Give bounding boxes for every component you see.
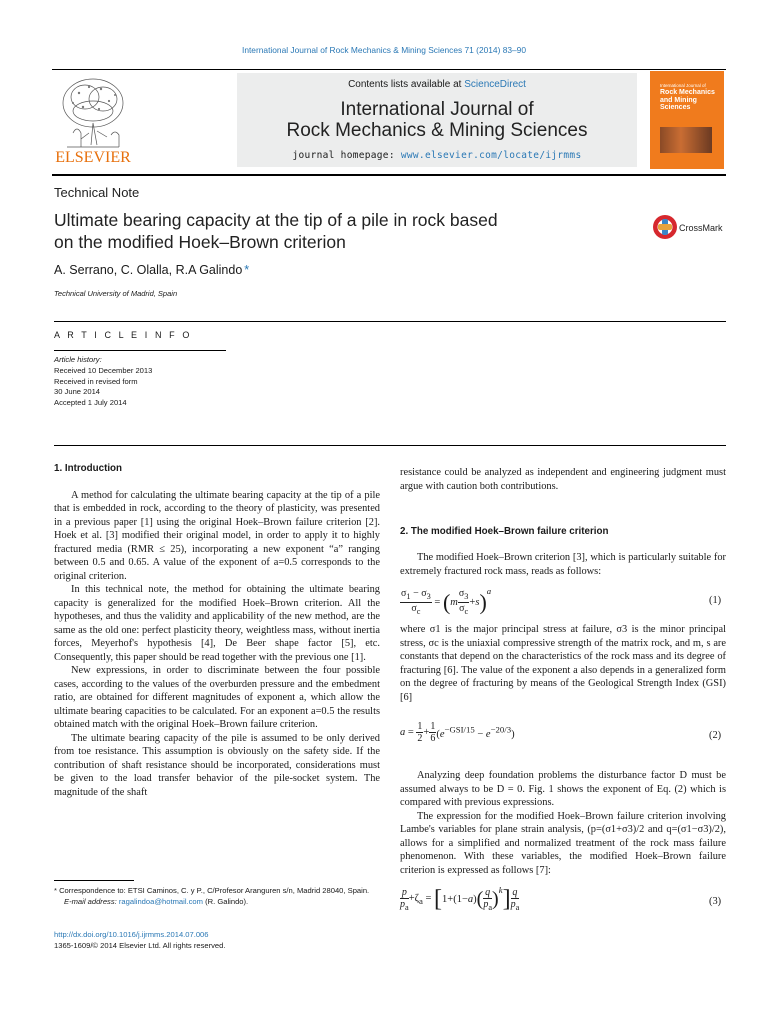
journal-homepage: journal homepage: www.elsevier.com/locate/ijrmms (292, 150, 582, 161)
affiliation: Technical University of Madrid, Spain (54, 289, 178, 298)
sec2-paragraph-2: where σ1 is the major principal stress at failure, σ3 is the minor principal stress, σc is the uniaxial compressive strength of the matrix rock, and m, s are constants that depend on the characteristics of the rock mass and its degree of fracturing [6]. The value of the exponent a also depends in a generalized form on the degree of fracturing by means of the Geological Strength Index (GSI) [6] (400, 624, 726, 703)
sec2-paragraph-1: The modified Hoek–Brown criterion [3], which is particularly suitable for extremely fractured rock mass, reads as follows: (400, 552, 726, 577)
history-line: Accepted 1 July 2014 (54, 398, 127, 408)
correspondence-footnote: * Correspondence to: ETSI Caminos, C. y P., C/Profesor Aranguren s/n, Madrid 28040, Spain. E-mail address: ragalindoa@hotmail.com (R. Galindo). (54, 886, 370, 906)
email-link[interactable]: ragalindoa@hotmail.com (118, 896, 203, 906)
sec2-paragraph-3: Analyzing deep foundation problems the disturbance factor D must be assumed always to be D = 0. Fig. 1 shows the exponent of Eq. (2) which is compared with previous expressions. (400, 770, 726, 808)
journal-masthead-box (237, 73, 637, 167)
doi-link[interactable]: http://dx.doi.org/10.1016/j.ijrmms.2014.07.006 (54, 930, 209, 939)
elsevier-tree-icon (53, 73, 133, 167)
footnote-rule (54, 880, 134, 881)
svg-text:ELSEVIER: ELSEVIER (55, 149, 131, 166)
cover-image (660, 127, 712, 153)
homepage-link[interactable]: www.elsevier.com/locate/ijrmms (400, 150, 582, 161)
equation-1-number: (1) (709, 595, 722, 606)
masthead-bottom-rule (52, 174, 726, 176)
intro-paragraph-3: New expressions, in order to discriminate between the four possible cases, according to the values of the overburden pressure and the embedment ratio, are obtained for different magnitudes of exponent a, which allow the ultimate bearing capacities to be calculated. For an exponent a=0.5 the results obtained match with the original Hoek–Brown failure criterion. (54, 665, 380, 730)
intro-paragraph-1: A method for calculating the ultimate bearing capacity at the tip of a pile that is embedded in rock, according to the theory of plasticity, was presented in a previous paper [1] using the original Hoek–Brown failure criterion [2]. Hoek et al. [3] modified their original model, in order to apply it to highly fractured media (RMR ≤ 25), incorporating a new exponent “a” ranging between 0.5 and 0.65. A value of the exponent of a=0.5 corresponds to the original criterion. (54, 489, 380, 582)
sciencedirect-link[interactable]: ScienceDirect (464, 79, 526, 90)
svg-text:CrossMark: CrossMark (679, 223, 723, 233)
cover-small-text: International Journal of (660, 83, 706, 88)
journal-reference[interactable]: International Journal of Rock Mechanics & Mining Sciences 71 (2014) 83–90 (242, 45, 526, 55)
section-heading-modified-hoek-brown: 2. The modified Hoek–Brown failure criterion (400, 526, 609, 537)
left-column (54, 462, 380, 799)
journal-cover[interactable] (650, 71, 724, 169)
cover-title: Rock Mechanics and Mining Sciences (660, 89, 715, 111)
article-history: Article history: Received 10 December 2013 Received in revised form 30 June 2014 Accepted 1 July 2014 (54, 355, 153, 408)
paper-title: Ultimate bearing capacity at the tip of a pile in rock based on the modified Hoek–Brown criterion (54, 210, 498, 252)
author-list: A. Serrano, C. Olalla, R.A Galindo * (54, 263, 250, 277)
elsevier-logo[interactable] (53, 73, 133, 167)
article-info-heading: A R T I C L E I N F O (54, 330, 192, 340)
equation-1: $\frac{\sigma_1 - \sigma_3}{\sigma_c}$ = (m $\frac{\sigma_3}{\sigma_c}$ +s)$^a$ (401, 586, 492, 616)
continued-paragraph: resistance could be analyzed as independent and engineering judgment must argue with caution both contributions. (400, 467, 726, 492)
equation-3: $\frac{p}{p_a}$ $+\zeta_a = [1+(1-a)$( $\frac{q}{p_a}$ )$^k$] $\frac{q}{p_a}$ (400, 885, 520, 912)
history-line: 30 June 2014 (54, 387, 101, 397)
article-type: Technical Note (54, 185, 140, 200)
equation-2: a = $\frac{1}{2}$ + $\frac{1}{6}$ $(e^{-GSI/15} - e^{-20/3})$ (400, 721, 515, 744)
sec2-paragraphs-3-4 (400, 769, 726, 877)
top-rule (52, 69, 726, 70)
body-top-rule (54, 445, 726, 446)
corresponding-author-mark[interactable]: * (244, 263, 250, 277)
article-info-rule (54, 350, 226, 351)
masthead (53, 73, 637, 167)
crossmark-icon (652, 213, 732, 241)
article-info-top-rule (54, 321, 726, 322)
equation-2-number: (2) (709, 730, 722, 741)
intro-paragraph-4: The ultimate bearing capacity of the pile is assumed to be only derived from toe resistance. This assumption is obviously on the safety side. If the contribution of shaft resistance should be incorporated, considerations must be given to the load transfer behavior of the pile-socket system. The magnitude of the shaft (54, 732, 380, 798)
journal-title: International Journal of Rock Mechanics & Mining Sciences (286, 99, 588, 141)
doi-block (54, 930, 226, 951)
section-heading-introduction: 1. Introduction (54, 463, 123, 474)
history-line: Received in revised form (54, 376, 138, 386)
copyright: 1365-1609/© 2014 Elsevier Ltd. All rights reserved. (54, 940, 226, 950)
crossmark-badge[interactable] (652, 213, 732, 241)
sec2-paragraph-4: The expression for the modified Hoek–Brown failure criterion involving Lambe's variables for plane strain analysis, (p=(σ1+σ3)/2 and q=(σ1−σ3)/2), allows for a simplified and normalized treatment of the rock mass failure phenomenon. With these variables, the modified Hoek–Brown failure criterion is expressed as follows [7]: (400, 810, 726, 876)
equation-3-number: (3) (709, 896, 722, 907)
right-column-top (400, 466, 726, 493)
history-line: Received 10 December 2013 (54, 365, 153, 375)
contents-line: Contents lists available at ScienceDirect (348, 79, 526, 90)
intro-paragraph-2: In this technical note, the method for obtaining the ultimate bearing capacity is generalized for the modified Hoek–Brown criterion. All the hypotheses, and thus the validity and applicability of the new method, are the same as the old one: perfect plasticity theory, weightless mass, without inertia forces, Meyerhof's hypothesis [4], De Beer shape factor [5], etc. Consequently, this paper should be read together with the previous one [1]. (54, 584, 380, 663)
